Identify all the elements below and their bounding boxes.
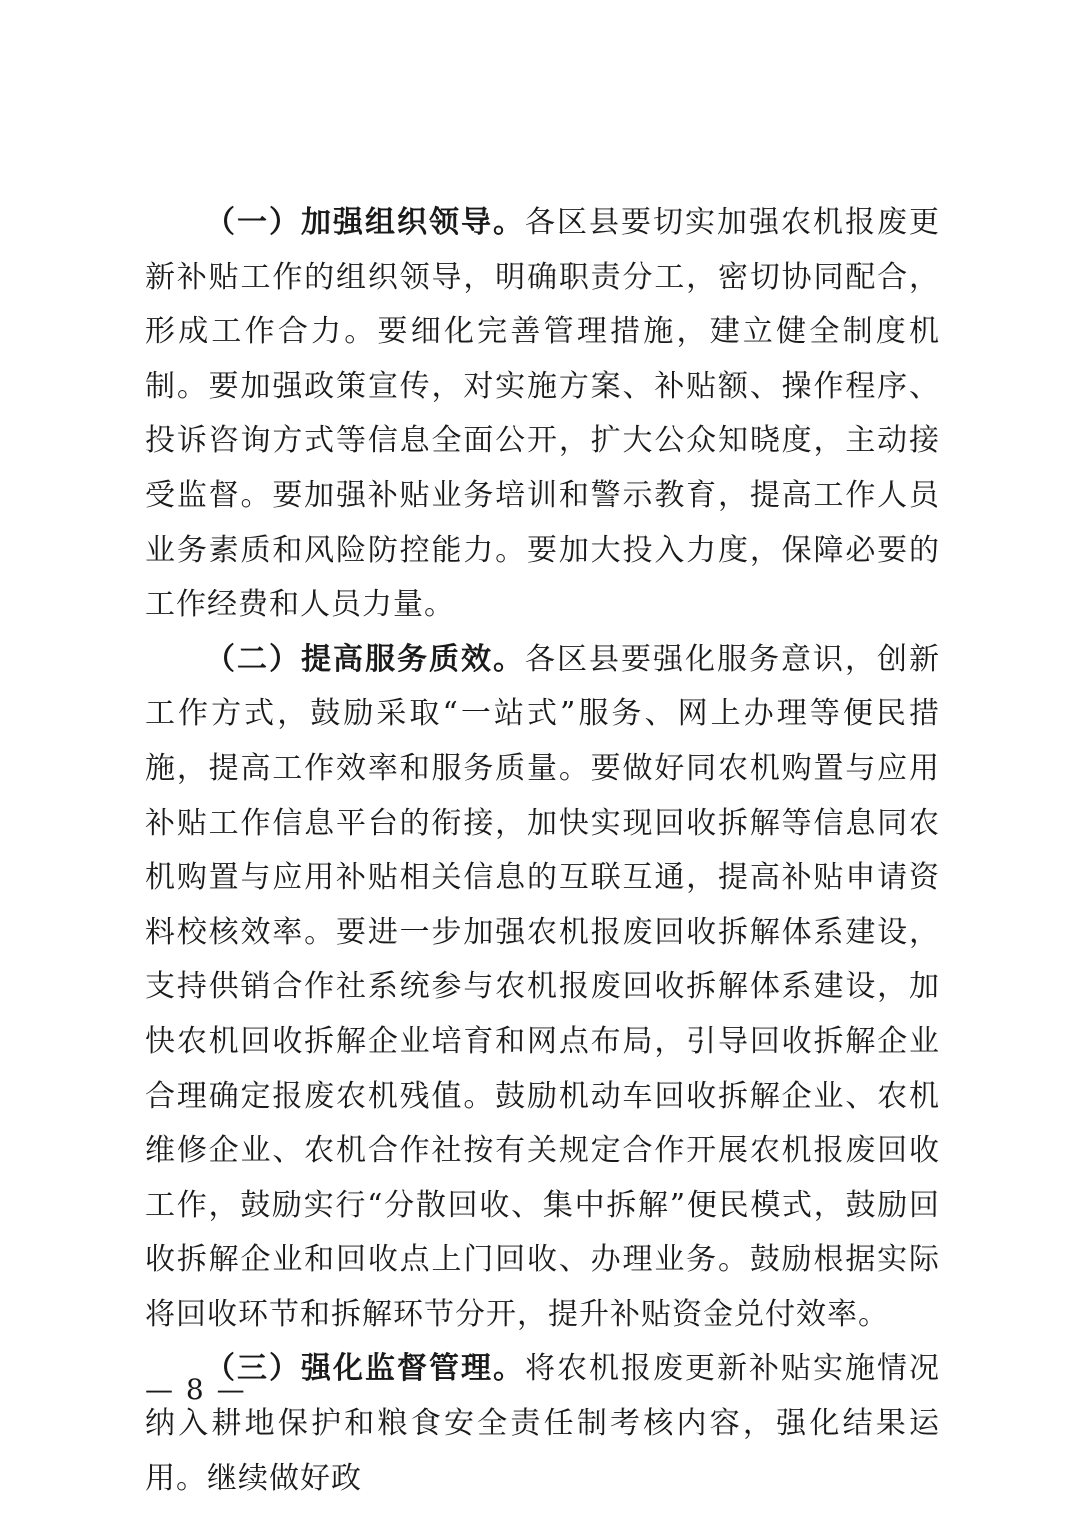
paragraph-heading: （一）加强组织领导。 <box>205 205 525 240</box>
document-body <box>145 196 940 1506</box>
paragraph-supervision <box>145 1342 940 1506</box>
paragraph-organization-leadership <box>145 196 940 633</box>
page-number: — 8 — <box>145 1373 247 1406</box>
paragraph-heading: （二）提高服务质效。 <box>205 641 525 677</box>
paragraph-heading: （三）强化监督管理。 <box>205 1351 525 1387</box>
paragraph-text: 各区县要切实加强农机报废更新补贴工作的组织领导，明确职责分工，密切协同配合，形成工作合力。要细化完善管理措施，建立健全制度机制。要加强政策宣传，对实施方案、补贴额、操作程序、投诉咨询方式等信息全面公开，扩大公众知晓度，主动接受监督。要加强补贴业务培训和警示教育，提高工作人员业务素质和风险防控能力。要加大投入力度，保障必要的工作经费和人员力量。 <box>145 205 940 623</box>
paragraph-service-quality <box>145 633 940 1343</box>
paragraph-text: 将农机报废更新补贴实施情况纳入耕地保护和粮食安全责任制考核内容，强化结果运用。继续做好政 <box>145 1351 940 1496</box>
paragraph-text: 各区县要强化服务意识，创新工作方式，鼓励采取“一站式”服务、网上办理等便民措施，提高工作效率和服务质量。要做好同农机购置与应用补贴工作信息平台的衔接，加快实现回收拆解等信息同农机购置与应用补贴相关信息的互联互通，提高补贴申请资料校核效率。要进一步加强农机报废回收拆解体系建设，支持供销合作社系统参与农机报废回收拆解体系建设，加快农机回收拆解企业培育和网点布局，引导回收拆解企业合理确定报废农机残值。鼓励机动车回收拆解企业、农机维修企业、农机合作社按有关规定合作开展农机报废回收工作，鼓励实行“分散回收、集中拆解”便民模式，鼓励回收拆解企业和回收点上门回收、办理业务。鼓励根据实际将回收环节和拆解环节分开，提升补贴资金兑付效率。 <box>145 641 940 1332</box>
